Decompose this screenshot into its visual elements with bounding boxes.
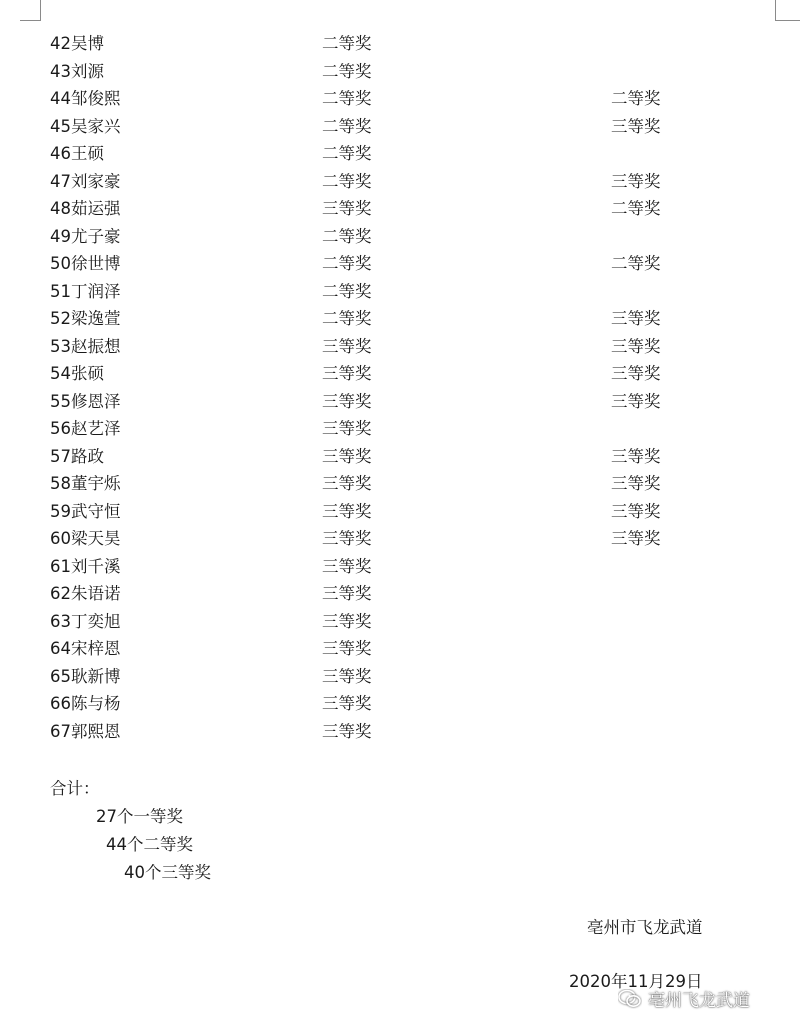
student-name: 54张硕 [50, 364, 104, 383]
result-row [0, 195, 800, 223]
result-row [0, 278, 800, 306]
organization-signature: 亳州市飞龙武道 [587, 918, 703, 937]
result-row [0, 305, 800, 333]
student-name: 63丁奕旭 [50, 611, 121, 631]
result-row [0, 30, 800, 58]
student-name: 43刘源 [50, 61, 104, 81]
result-row [0, 470, 800, 498]
student-name: 58董宇烁 [50, 474, 121, 493]
award-second-event: 二等奖 [611, 254, 661, 273]
award-first-event: 二等奖 [322, 254, 372, 273]
student-name: 59武守恒 [50, 501, 121, 521]
award-second-event: 三等奖 [611, 116, 661, 136]
student-name: 47刘家豪 [50, 171, 121, 191]
award-first-event: 二等奖 [322, 61, 372, 81]
student-name: 46王硕 [50, 144, 104, 163]
student-name: 57路政 [50, 446, 104, 466]
summary-first-prize-count: 27个一等奖 [96, 807, 183, 826]
award-first-event: 三等奖 [322, 556, 372, 576]
award-second-event: 三等奖 [611, 171, 661, 191]
result-row [0, 553, 800, 581]
summary-third-prize-count: 40个三等奖 [124, 863, 211, 882]
student-name: 60梁天昊 [50, 529, 121, 548]
result-row [0, 223, 800, 251]
award-first-event: 二等奖 [322, 171, 372, 191]
student-name: 66陈与杨 [50, 694, 121, 713]
award-first-event: 三等奖 [322, 419, 372, 438]
results-list [0, 30, 800, 745]
result-row [0, 140, 800, 168]
award-first-event: 三等奖 [322, 474, 372, 493]
award-second-event: 三等奖 [611, 364, 661, 383]
student-name: 64宋梓恩 [50, 639, 121, 658]
result-row [0, 85, 800, 113]
watermark-text: 亳州飞龙武道 [648, 991, 750, 1011]
award-first-event: 三等奖 [322, 391, 372, 411]
award-first-event: 二等奖 [322, 309, 372, 328]
student-name: 65耿新博 [50, 666, 121, 686]
watermark [618, 986, 750, 1011]
result-row [0, 608, 800, 636]
award-first-event: 三等奖 [322, 584, 372, 603]
award-first-event: 三等奖 [322, 336, 372, 356]
student-name: 62朱语诺 [50, 584, 121, 603]
award-second-event: 三等奖 [611, 501, 661, 521]
result-row [0, 525, 800, 553]
student-name: 61刘千溪 [50, 556, 121, 576]
award-second-event: 三等奖 [611, 391, 661, 411]
award-first-event: 三等奖 [322, 364, 372, 383]
award-first-event: 二等奖 [322, 144, 372, 163]
student-name: 53赵振想 [50, 336, 121, 356]
student-name: 42吴博 [50, 34, 104, 53]
student-name: 45吴家兴 [50, 116, 121, 136]
award-second-event: 三等奖 [611, 474, 661, 493]
award-first-event: 二等奖 [322, 89, 372, 108]
award-first-event: 三等奖 [322, 446, 372, 466]
student-name: 49尤子豪 [50, 226, 121, 246]
result-row [0, 690, 800, 718]
student-name: 48茹运强 [50, 199, 121, 218]
student-name: 44邹俊熙 [50, 89, 121, 108]
award-first-event: 三等奖 [322, 199, 372, 218]
award-first-event: 三等奖 [322, 694, 372, 713]
result-row [0, 250, 800, 278]
result-row [0, 635, 800, 663]
result-row [0, 498, 800, 526]
award-first-event: 二等奖 [322, 281, 372, 301]
award-first-event: 三等奖 [322, 501, 372, 521]
award-first-event: 三等奖 [322, 666, 372, 686]
award-second-event: 二等奖 [611, 199, 661, 218]
student-name: 52梁逸萱 [50, 309, 121, 328]
result-row [0, 333, 800, 361]
result-row [0, 443, 800, 471]
award-first-event: 三等奖 [322, 639, 372, 658]
crop-mark-right [775, 0, 800, 21]
summary-second-prize-count: 44个二等奖 [106, 835, 193, 854]
award-first-event: 三等奖 [322, 529, 372, 548]
award-second-event: 三等奖 [611, 446, 661, 466]
award-first-event: 二等奖 [322, 226, 372, 246]
crop-mark-left [20, 0, 41, 21]
award-second-event: 二等奖 [611, 89, 661, 108]
result-row [0, 663, 800, 691]
student-name: 50徐世博 [50, 254, 121, 273]
award-first-event: 三等奖 [322, 611, 372, 631]
result-row [0, 168, 800, 196]
result-row [0, 360, 800, 388]
summary-label: 合计： [50, 779, 100, 798]
result-row [0, 58, 800, 86]
student-name: 55修恩泽 [50, 391, 121, 411]
award-first-event: 三等奖 [322, 721, 372, 741]
result-row [0, 718, 800, 746]
document-date: 2020年11月29日 [569, 972, 703, 991]
award-second-event: 三等奖 [611, 529, 661, 548]
result-row [0, 580, 800, 608]
result-row [0, 415, 800, 443]
award-second-event: 三等奖 [611, 336, 661, 356]
award-second-event: 三等奖 [611, 309, 661, 328]
result-row [0, 388, 800, 416]
award-first-event: 二等奖 [322, 116, 372, 136]
result-row [0, 113, 800, 141]
student-name: 67郭熙恩 [50, 721, 121, 741]
wechat-icon [618, 989, 642, 1009]
student-name: 56赵艺泽 [50, 419, 121, 438]
student-name: 51丁润泽 [50, 281, 121, 301]
award-first-event: 二等奖 [322, 34, 372, 53]
